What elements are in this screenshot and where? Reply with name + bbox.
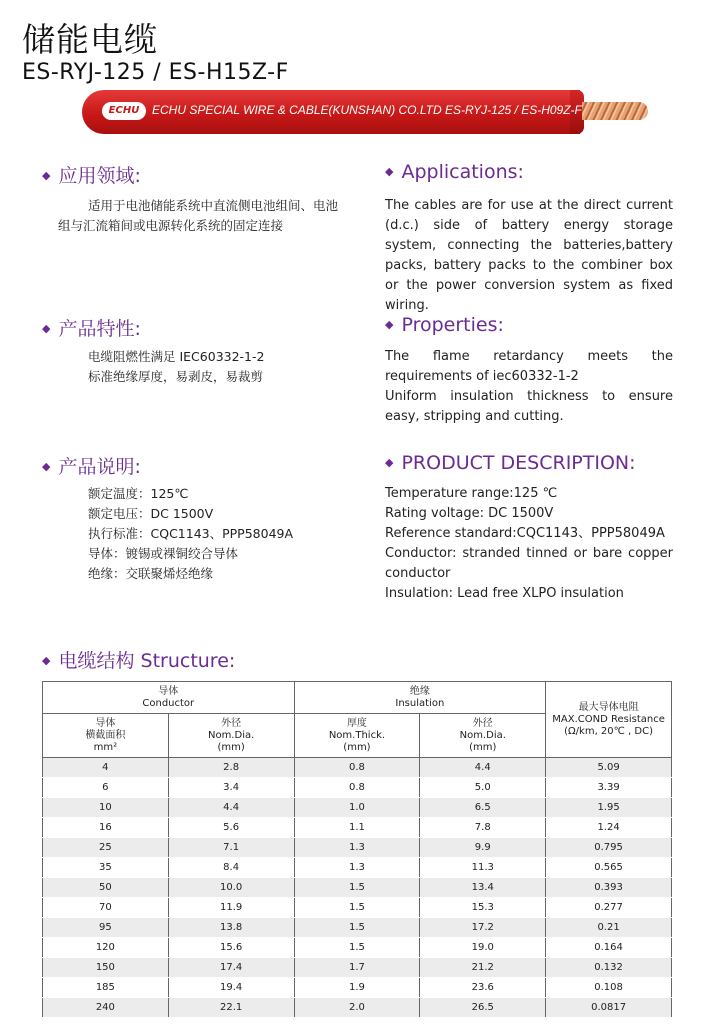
diamond-bullet-icon: ◆ — [42, 654, 51, 667]
page-title-cn: 储能电缆 — [22, 20, 158, 59]
table-cell: 1.95 — [546, 798, 672, 818]
table-cell: 1.9 — [294, 978, 420, 998]
description-line-cn: 额定温度：125℃ — [88, 486, 189, 501]
structure-table — [42, 681, 672, 1018]
header-outer-diameter: 外径 Nom.Dia. (mm) — [420, 714, 546, 758]
table-cell: 23.6 — [420, 978, 546, 998]
table-row — [43, 938, 672, 958]
table-row — [43, 978, 672, 998]
properties-list-cn — [88, 347, 348, 387]
table-cell: 4.4 — [168, 798, 294, 818]
table-cell: 0.132 — [546, 958, 672, 978]
table-row — [43, 958, 672, 978]
table-cell: 1.3 — [294, 838, 420, 858]
properties-line-en: The flame retardancy meets the requirements of iec60332-1-2 — [385, 349, 673, 384]
header-max-resistance: 最大导体电阻 MAX.COND Resistance (Ω/km, 20℃ , DC) — [546, 682, 672, 758]
table-row — [43, 918, 672, 938]
diamond-bullet-icon: ◆ — [385, 318, 394, 331]
table-cell: 1.24 — [546, 818, 672, 838]
table-cell: 7.1 — [168, 838, 294, 858]
table-cell: 13.4 — [420, 878, 546, 898]
table-cell: 95 — [43, 918, 169, 938]
table-cell: 26.5 — [420, 998, 546, 1018]
table-cell: 17.2 — [420, 918, 546, 938]
table-cell: 15.6 — [168, 938, 294, 958]
header-conductor-diameter: 外径 Nom.Dia. (mm) — [168, 714, 294, 758]
table-cell: 0.8 — [294, 778, 420, 798]
description-line-cn: 导体：镀锡或裸铜绞合导体 — [88, 546, 239, 561]
table-cell: 1.0 — [294, 798, 420, 818]
diamond-bullet-icon: ◆ — [385, 165, 394, 178]
table-cell: 50 — [43, 878, 169, 898]
echu-logo: ECHU — [102, 102, 146, 120]
table-cell: 1.5 — [294, 898, 420, 918]
diamond-bullet-icon: ◆ — [42, 169, 51, 182]
table-cell: 10 — [43, 798, 169, 818]
table-cell: 22.1 — [168, 998, 294, 1018]
table-row — [43, 838, 672, 858]
table-cell: 3.39 — [546, 778, 672, 798]
header-insulation-thickness: 厚度 Nom.Thick. (mm) — [294, 714, 420, 758]
applications-heading-en: ◆ Applications: — [385, 161, 524, 183]
table-cell: 19.0 — [420, 938, 546, 958]
table-cell: 1.1 — [294, 818, 420, 838]
table-cell: 1.7 — [294, 958, 420, 978]
diamond-bullet-icon: ◆ — [42, 460, 51, 473]
table-cell: 1.5 — [294, 878, 420, 898]
properties-line-cn: 电缆阻燃性满足 IEC60332-1-2 — [88, 349, 265, 364]
table-cell: 6 — [43, 778, 169, 798]
table-cell: 120 — [43, 938, 169, 958]
table-row — [43, 858, 672, 878]
table-cell: 21.2 — [420, 958, 546, 978]
table-cell: 4 — [43, 758, 169, 778]
table-cell: 0.277 — [546, 898, 672, 918]
table-cell: 19.4 — [168, 978, 294, 998]
table-cell: 13.8 — [168, 918, 294, 938]
table-cell: 35 — [43, 858, 169, 878]
table-cell: 2.0 — [294, 998, 420, 1018]
table-cell: 6.5 — [420, 798, 546, 818]
table-cell: 11.9 — [168, 898, 294, 918]
header-conductor: 导体 Conductor — [43, 682, 295, 714]
table-row — [43, 818, 672, 838]
table-row — [43, 758, 672, 778]
table-cell: 1.3 — [294, 858, 420, 878]
description-list-en — [385, 484, 673, 604]
table-cell: 10.0 — [168, 878, 294, 898]
description-heading-en: ◆ PRODUCT DESCRIPTION: — [385, 452, 636, 474]
properties-list-en — [385, 347, 673, 427]
table-row — [43, 878, 672, 898]
description-line-cn: 额定电压：DC 1500V — [88, 506, 214, 521]
table-cell: 0.393 — [546, 878, 672, 898]
applications-text-en: The cables are for use at the direct current (d.c.) side of battery energy storage system, connecting the batteries,battery packs, battery packs to the combiner box or the power conversion system as fixed wiring. — [385, 198, 673, 313]
table-cell: 17.4 — [168, 958, 294, 978]
description-line-en: Reference standard:CQC1143、PPP58049A — [385, 526, 665, 541]
table-cell: 5.09 — [546, 758, 672, 778]
table-cell: 25 — [43, 838, 169, 858]
description-list-cn — [88, 484, 348, 584]
structure-table-body — [43, 758, 672, 1018]
table-cell: 9.9 — [420, 838, 546, 858]
table-cell: 240 — [43, 998, 169, 1018]
description-heading-cn: ◆ 产品说明: — [42, 456, 141, 478]
table-cell: 0.164 — [546, 938, 672, 958]
properties-line-en: Uniform insulation thickness to ensure easy, stripping and cutting. — [385, 389, 673, 424]
table-cell: 70 — [43, 898, 169, 918]
table-cell: 0.795 — [546, 838, 672, 858]
page-title-en: ES-RYJ-125 / ES-H15Z-F — [22, 60, 289, 85]
cable-print-text: ECHU SPECIAL WIRE & CABLE(KUNSHAN) CO.LTD ES-RYJ-125 / ES-H09Z-F — [152, 103, 582, 117]
table-row — [43, 778, 672, 798]
structure-heading: ◆ 电缆结构 Structure: — [42, 650, 236, 672]
cable-product-image — [82, 90, 682, 134]
table-cell: 150 — [43, 958, 169, 978]
table-cell: 15.3 — [420, 898, 546, 918]
diamond-bullet-icon: ◆ — [385, 456, 394, 469]
properties-heading-cn: ◆ 产品特性: — [42, 318, 141, 340]
applications-heading-cn: ◆ 应用领域: — [42, 165, 141, 187]
table-cell: 16 — [43, 818, 169, 838]
table-cell: 8.4 — [168, 858, 294, 878]
table-cell: 0.565 — [546, 858, 672, 878]
table-cell: 185 — [43, 978, 169, 998]
table-cell: 0.8 — [294, 758, 420, 778]
description-line-en: Conductor: stranded tinned or bare copper conductor — [385, 546, 673, 581]
description-line-en: Temperature range:125 ℃ — [385, 486, 558, 501]
applications-text-cn: 适用于电池储能系统中直流侧电池组间、电池组与汇流箱间或电源转化系统的固定连接 — [58, 198, 339, 233]
table-cell: 5.6 — [168, 818, 294, 838]
table-cell: 3.4 — [168, 778, 294, 798]
table-row — [43, 998, 672, 1018]
table-cell: 11.3 — [420, 858, 546, 878]
table-cell: 2.8 — [168, 758, 294, 778]
description-line-en: Insulation: Lead free XLPO insulation — [385, 586, 624, 601]
table-cell: 4.4 — [420, 758, 546, 778]
table-cell: 7.8 — [420, 818, 546, 838]
table-cell: 0.108 — [546, 978, 672, 998]
table-cell: 0.0817 — [546, 998, 672, 1018]
table-row — [43, 898, 672, 918]
properties-heading-en: ◆ Properties: — [385, 314, 504, 336]
table-row — [43, 798, 672, 818]
table-cell: 5.0 — [420, 778, 546, 798]
description-line-cn: 绝缘：交联聚烯烃绝缘 — [88, 566, 214, 581]
table-cell: 1.5 — [294, 938, 420, 958]
header-insulation: 绝缘 Insulation — [294, 682, 546, 714]
description-line-en: Rating voltage: DC 1500V — [385, 506, 554, 521]
table-cell: 1.5 — [294, 918, 420, 938]
table-cell: 0.21 — [546, 918, 672, 938]
header-cross-section: 导体 横截面积 mm² — [43, 714, 169, 758]
copper-strand — [582, 102, 648, 120]
description-line-cn: 执行标准：CQC1143、PPP58049A — [88, 526, 294, 541]
diamond-bullet-icon: ◆ — [42, 322, 51, 335]
properties-line-cn: 标准绝缘厚度，易剥皮，易裁剪 — [88, 369, 264, 384]
